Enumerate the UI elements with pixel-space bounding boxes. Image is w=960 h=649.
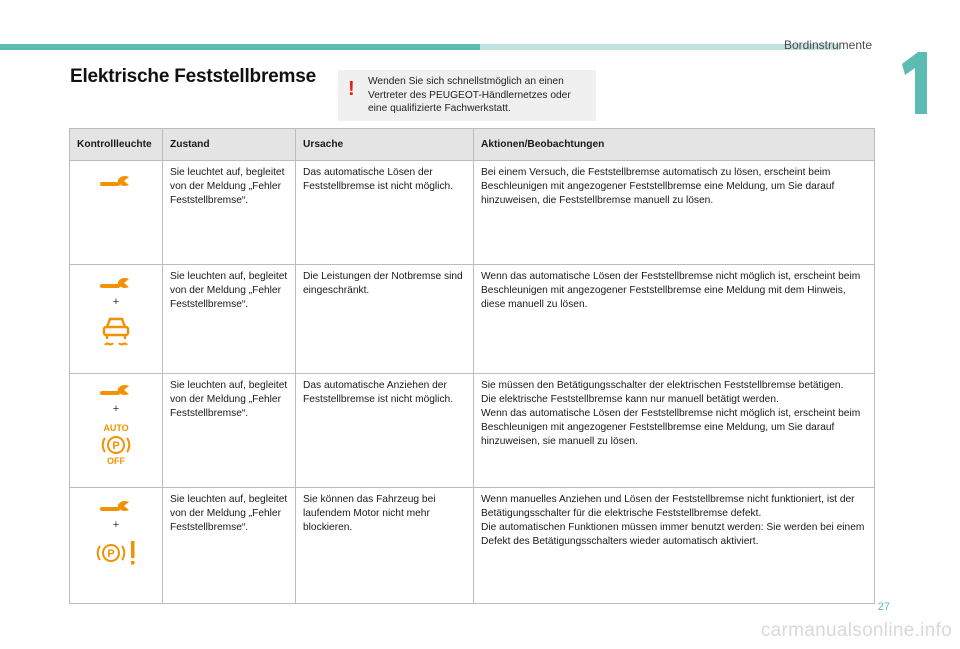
- aktion-line: Sie müssen den Betätigungsschalter der elektrischen Feststellbremse betätigen.: [481, 380, 844, 391]
- aktionen-cell: [474, 161, 875, 265]
- header-accent-bar: [0, 44, 480, 50]
- svg-text:P: P: [107, 548, 115, 560]
- aktionen-cell: [474, 265, 875, 374]
- column-header: Aktionen/Beobachtungen: [474, 129, 875, 161]
- warning-light-cell: [70, 488, 163, 604]
- aktionen-cell: [474, 374, 875, 488]
- zustand-cell: Sie leuchtet auf, begleitet von der Meldung „Fehler Feststellbremse“.: [163, 161, 296, 265]
- ursache-cell: Sie können das Fahrzeug bei laufendem Motor nicht mehr blockieren.: [296, 488, 474, 604]
- ursache-cell: Die Leistungen der Notbremse sind eingeschränkt.: [296, 265, 474, 374]
- warning-light-cell: [70, 161, 163, 265]
- watermark: carmanualsonline.info: [760, 620, 952, 641]
- warning-box: [338, 70, 596, 121]
- wrench-icon: [100, 173, 132, 189]
- zustand-cell: Sie leuchten auf, begleitet von der Meldung „Fehler Feststellbremse“.: [163, 265, 296, 374]
- page-title: Elektrische Feststellbremse: [70, 66, 316, 87]
- aktion-line: Die automatischen Funktionen müssen immer benutzt werden: Sie werden bei einem Defekt des Betätigungsschalters wieder automatisch aktiviert.: [481, 522, 865, 547]
- warning-light-cell: [70, 265, 163, 374]
- table-row: [70, 488, 875, 604]
- chapter-number: [896, 50, 932, 116]
- p-brake-warning-icon: [94, 538, 138, 568]
- wrench-icon: [100, 382, 132, 398]
- table-header-row: [70, 129, 875, 161]
- ursache-cell: Das automatische Anziehen der Feststellbremse ist nicht möglich.: [296, 374, 474, 488]
- zustand-cell: Sie leuchten auf, begleitet von der Meldung „Fehler Feststellbremse“.: [163, 488, 296, 604]
- exclamation-icon: !: [348, 78, 355, 100]
- aktionen-cell: [474, 488, 875, 604]
- table-row: [70, 265, 875, 374]
- aktion-line: Bei einem Versuch, die Feststellbremse automatisch zu lösen, erscheint beim Beschleunigen mit angezogener Feststellbremse eine Meldung, um Sie darauf hinzuweisen, die Feststellbremse manuell zu lösen.: [481, 167, 835, 206]
- aktion-line: Wenn das automatische Lösen der Feststellbremse nicht möglich ist, erscheint beim Beschleunigen mit angezogener Feststellbremse eine Meldung mit dem Hinweis, diese manuell zu lösen.: [481, 271, 861, 310]
- warning-light-cell: [70, 374, 163, 488]
- svg-text:P: P: [112, 440, 120, 452]
- ursache-cell: Das automatische Lösen der Feststellbremse ist nicht möglich.: [296, 161, 474, 265]
- car-skid-icon: [101, 315, 131, 347]
- auto-p-off-icon: [99, 422, 133, 466]
- plus-sign: +: [112, 403, 120, 415]
- svg-text:AUTO: AUTO: [103, 423, 129, 433]
- warning-lights-table: [69, 128, 875, 604]
- table-row: [70, 374, 875, 488]
- wrench-icon: [100, 498, 132, 514]
- aktion-line: Die elektrische Feststellbremse kann nur manuell betätigt werden.: [481, 394, 779, 405]
- aktion-line: Wenn das automatische Lösen der Feststellbremse nicht möglich ist, erscheint beim Beschleunigen mit angezogener Feststellbremse eine Meldung, um Sie darauf hinzuweisen, sie manuell zu lösen.: [481, 408, 861, 447]
- wrench-icon: [100, 275, 132, 291]
- column-header: Zustand: [163, 129, 296, 161]
- page-number: 27: [877, 601, 890, 613]
- section-name: Bordinstrumente: [783, 38, 872, 52]
- column-header: Ursache: [296, 129, 474, 161]
- svg-text:OFF: OFF: [107, 456, 125, 466]
- aktion-line: Wenn manuelles Anziehen und Lösen der Feststellbremse nicht funktioniert, ist der Betätigungsschalter für die elektrische Feststellbremse defekt.: [481, 494, 855, 519]
- plus-sign: +: [112, 296, 120, 308]
- column-header: Kontrollleuchte: [70, 129, 163, 161]
- warning-text: Wenden Sie sich schnellstmöglich an einen Vertreter des PEUGEOT-Händlernetzes oder eine qualifizierte Fachwerkstatt.: [368, 76, 571, 114]
- plus-sign: +: [112, 519, 120, 531]
- table-row: [70, 161, 875, 265]
- zustand-cell: Sie leuchten auf, begleitet von der Meldung „Fehler Feststellbremse“.: [163, 374, 296, 488]
